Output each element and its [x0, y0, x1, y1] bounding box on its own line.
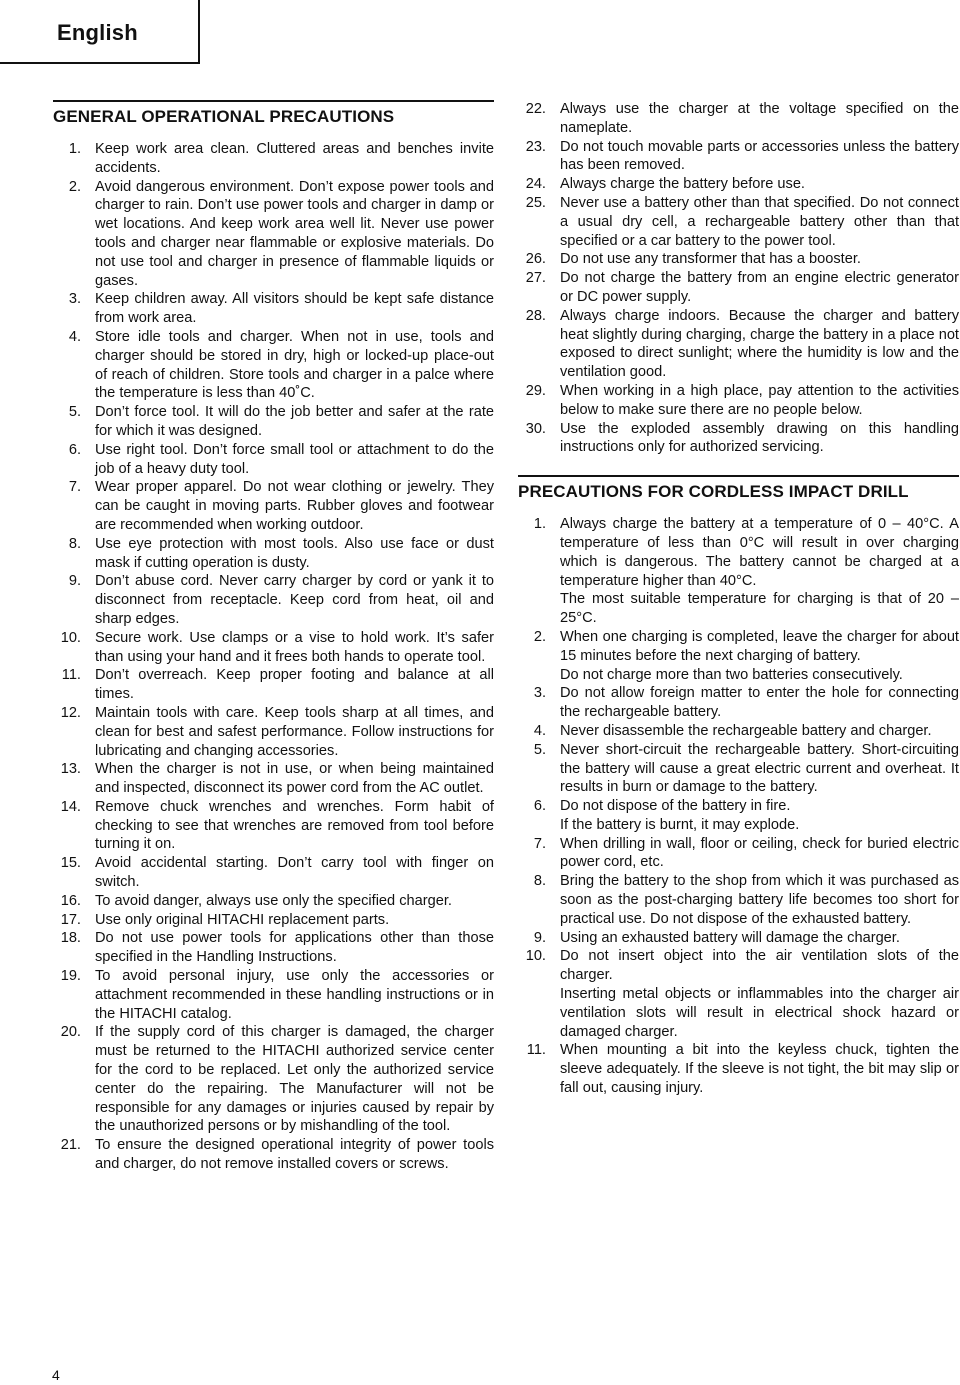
item-text: Always use the charger at the voltage specified on the nameplate. [560, 101, 959, 136]
item-text: Never use a battery other than that specified. Do not connect a usual dry cell, a rechargeable battery other than that specified or a car battery to the power tool. [560, 194, 959, 249]
item-text: Don’t abuse cord. Never carry charger by cord or yank it to disconnect from receptacle. Keep cord from heat, oil and sharp edges. [95, 573, 494, 627]
item-note: Inserting metal objects or inflammables into the charger air ventilation slots will result in electrical shock hazard or damaged charger. [560, 986, 959, 1040]
item-number: 7. [68, 479, 81, 496]
item-text: Use the exploded assembly drawing on this handling instructions only for authorized servicing. [560, 420, 959, 456]
list-item [518, 100, 959, 138]
item-note: Do not charge more than two batteries consecutively. [560, 666, 903, 683]
item-text: Avoid accidental starting. Don’t carry tool with finger on switch. [95, 855, 494, 891]
item-number: 5. [533, 741, 546, 758]
item-text: To avoid personal injury, use only the accessories or attachment recommended in these handling instructions or in the HITACHI catalog. [95, 968, 494, 1022]
item-number: 21. [60, 1137, 81, 1154]
item-number: 28. [525, 307, 546, 324]
item-text: Always charge indoors. Because the charger and battery heat slightly during charging, charge the battery in a place not exposed to direct sunlight; where the humidity is low and the ventilation good. [560, 307, 959, 381]
list-item [518, 872, 959, 928]
list-item [53, 760, 494, 798]
item-number: 6. [533, 798, 546, 815]
item-text: Use only original HITACHI replacement parts. [95, 911, 390, 928]
item-number: 4. [68, 328, 81, 345]
item-text: Always charge the battery before use. [560, 176, 805, 193]
item-number: 18. [60, 930, 81, 947]
cordless-drill-precautions-list [518, 515, 959, 1098]
list-item [518, 175, 959, 194]
list-item [53, 478, 494, 534]
general-precautions-continued-list [518, 100, 959, 457]
item-number: 11. [61, 667, 81, 684]
item-text: Always charge the battery at a temperature of 0 – 40°C. A temperature of less than 0°C will result in over charging which is dangerous. The battery cannot be charged at a temperature higher than 40°C. [560, 516, 959, 589]
list-item [518, 382, 959, 420]
item-number: 3. [533, 685, 546, 702]
item-text: Wear proper apparel. Do not wear clothing or jewelry. They can be caught in moving parts. Rubber gloves and footwear are recommended when working outdoor. [95, 479, 494, 533]
list-item [518, 741, 959, 797]
list-item [53, 178, 494, 291]
list-item [518, 722, 959, 741]
list-item [518, 515, 959, 628]
item-text: Don’t overreach. Keep proper footing and balance at all times. [95, 667, 494, 703]
item-number: 1. [68, 141, 81, 157]
item-number: 12. [60, 704, 81, 721]
list-item [53, 704, 494, 760]
item-text: Secure work. Use clamps or a vise to hold work. It’s safer than using your hand and it frees both hands to operate tool. [95, 629, 494, 665]
left-column [53, 100, 494, 1174]
item-text: Use eye protection with most tools. Also use face or dust mask if cutting operation is dusty. [95, 535, 494, 571]
item-number: 6. [68, 441, 81, 458]
list-item [53, 629, 494, 667]
item-text: To avoid danger, always use only the specified charger. [95, 892, 452, 909]
item-number: 2. [68, 178, 81, 195]
item-number: 25. [525, 194, 546, 211]
list-item [53, 441, 494, 479]
list-item [518, 1041, 959, 1097]
item-text: Bring the battery to the shop from which it was purchased as soon as the post-charging battery life becomes too short for practical use. Do not dispose of the exhausted battery. [560, 873, 959, 927]
item-number: 16. [60, 892, 81, 909]
list-item [53, 911, 494, 930]
item-number: 9. [68, 573, 81, 590]
item-number: 13. [60, 761, 81, 778]
item-text: Never short-circuit the rechargeable battery. Short-circuiting the battery will cause a great electric current and overheat. It results in burn or damage to the battery. [560, 741, 959, 796]
item-number: 4. [533, 722, 546, 739]
item-number: 23. [525, 138, 546, 155]
item-number: 1. [533, 516, 546, 533]
list-item [518, 929, 959, 948]
item-number: 22. [525, 101, 546, 117]
list-item [53, 967, 494, 1023]
general-precautions-title: GENERAL OPERATIONAL PRECAUTIONS [53, 100, 494, 127]
item-note: If the battery is burnt, it may explode. [560, 816, 800, 833]
cordless-drill-precautions-title: PRECAUTIONS FOR CORDLESS IMPACT DRILL [518, 475, 959, 502]
item-text: When the charger is not in use, or when being maintained and inspected, disconnect its power cord from the AC outlet. [95, 761, 494, 797]
list-item [53, 290, 494, 328]
item-number: 9. [533, 929, 546, 946]
item-text: Keep work area clean. Cluttered areas and benches invite accidents. [95, 141, 494, 176]
item-number: 10. [60, 629, 81, 646]
item-text: When working in a high place, pay attention to the activities below to make sure there are no people below. [560, 382, 959, 418]
list-item [53, 535, 494, 573]
list-item [518, 684, 959, 722]
language-label: English [57, 20, 138, 45]
list-item [518, 138, 959, 176]
list-item [53, 403, 494, 441]
list-item [53, 328, 494, 403]
list-item [53, 572, 494, 628]
item-text: Maintain tools with care. Keep tools sharp at all times, and clean for best and safest performance. Follow instructions for lubricating and changing accessories. [95, 704, 494, 759]
list-item [518, 420, 959, 458]
item-number: 8. [68, 535, 81, 552]
item-text: Use right tool. Don’t force small tool or attachment to do the job of a heavy duty tool. [95, 441, 494, 477]
page-number: 4 [52, 1367, 60, 1383]
item-number: 19. [60, 968, 81, 985]
list-item [518, 269, 959, 307]
item-number: 3. [68, 291, 81, 308]
item-number: 20. [60, 1024, 81, 1041]
item-text: Remove chuck wrenches and wrenches. Form habit of checking to see that wrenches are removed from tool before turning it on. [95, 798, 494, 853]
item-text: Do not dispose of the battery in fire. [560, 798, 791, 815]
list-item [53, 666, 494, 704]
item-text: Store idle tools and charger. When not in use, tools and charger should be stored in dry, high or locked-up place-out of reach of children. Store tools and charger in a palce where the temperature is less than 40˚C. [95, 328, 494, 402]
item-number: 10. [525, 948, 546, 965]
item-text: Using an exhausted battery will damage the charger. [560, 929, 900, 946]
item-number: 7. [533, 835, 546, 852]
list-item [518, 835, 959, 873]
list-item [53, 854, 494, 892]
item-number: 5. [68, 404, 81, 421]
item-text: Avoid dangerous environment. Don’t expose power tools and charger to rain. Don’t use power tools and charger in damp or wet locations. And keep work area well lit. Never use power tools and charger near flammable or explosive materials. Do not use tool and charger in presence of flammable liquids or gases. [95, 178, 494, 289]
list-item [518, 250, 959, 269]
item-number: 24. [525, 176, 546, 193]
item-text: Keep children away. All visitors should be kept safe distance from work area. [95, 291, 494, 327]
item-text: Do not touch movable parts or accessories unless the battery has been removed. [560, 138, 959, 174]
item-text: Do not insert object into the air ventilation slots of the charger. [560, 948, 959, 984]
item-text: Don’t force tool. It will do the job better and safer at the rate for which it was designed. [95, 404, 494, 439]
item-number: 11. [526, 1042, 546, 1059]
list-item [53, 140, 494, 178]
list-item [518, 797, 959, 835]
item-number: 26. [525, 251, 546, 268]
list-item [518, 194, 959, 250]
item-number: 14. [60, 798, 81, 815]
item-text: Never disassemble the rechargeable battery and charger. [560, 722, 932, 739]
list-item [53, 1023, 494, 1136]
right-column [518, 100, 959, 1098]
item-text: When one charging is completed, leave the charger for about 15 minutes before the next charging of battery. [560, 628, 959, 664]
item-text: When mounting a bit into the keyless chuck, tighten the sleeve adequately. If the sleeve is not tight, the bit may slip or fall out, causing injury. [560, 1042, 959, 1097]
list-item [53, 892, 494, 911]
item-text: To ensure the designed operational integrity of power tools and charger, do not remove installed covers or screws. [95, 1137, 494, 1173]
list-item [53, 798, 494, 854]
list-item [518, 628, 959, 684]
list-item [53, 929, 494, 967]
item-text: Do not use any transformer that has a booster. [560, 251, 861, 268]
item-note: The most suitable temperature for charging is that of 20 – 25°C. [560, 591, 959, 627]
item-number: 29. [525, 382, 546, 399]
item-text: When drilling in wall, floor or ceiling, check for buried electric power cord, etc. [560, 835, 959, 871]
item-number: 2. [533, 628, 546, 645]
item-text: Do not charge the battery from an engine electric generator or DC power supply. [560, 270, 959, 305]
item-text: Do not use power tools for applications other than those specified in the Handling Instructions. [95, 930, 494, 966]
language-tab [0, 0, 200, 64]
item-number: 17. [60, 911, 81, 928]
item-number: 15. [60, 855, 81, 872]
item-number: 8. [533, 873, 546, 890]
item-text: Do not allow foreign matter to enter the hole for connecting the rechargeable battery. [560, 685, 959, 721]
list-item [518, 307, 959, 382]
item-number: 27. [525, 270, 546, 287]
list-item [53, 1136, 494, 1174]
general-precautions-list [53, 140, 494, 1174]
list-item [518, 947, 959, 1041]
item-number: 30. [525, 420, 546, 437]
item-text: If the supply cord of this charger is damaged, the charger must be returned to the HITACHI authorized service center for the cord to be replaced. Let only the authorized service center do the repairing. The Manufacturer will not be responsible for any damages or injuries caused by repair by the unauthorized persons or by mishandling of the tool. [95, 1024, 494, 1135]
